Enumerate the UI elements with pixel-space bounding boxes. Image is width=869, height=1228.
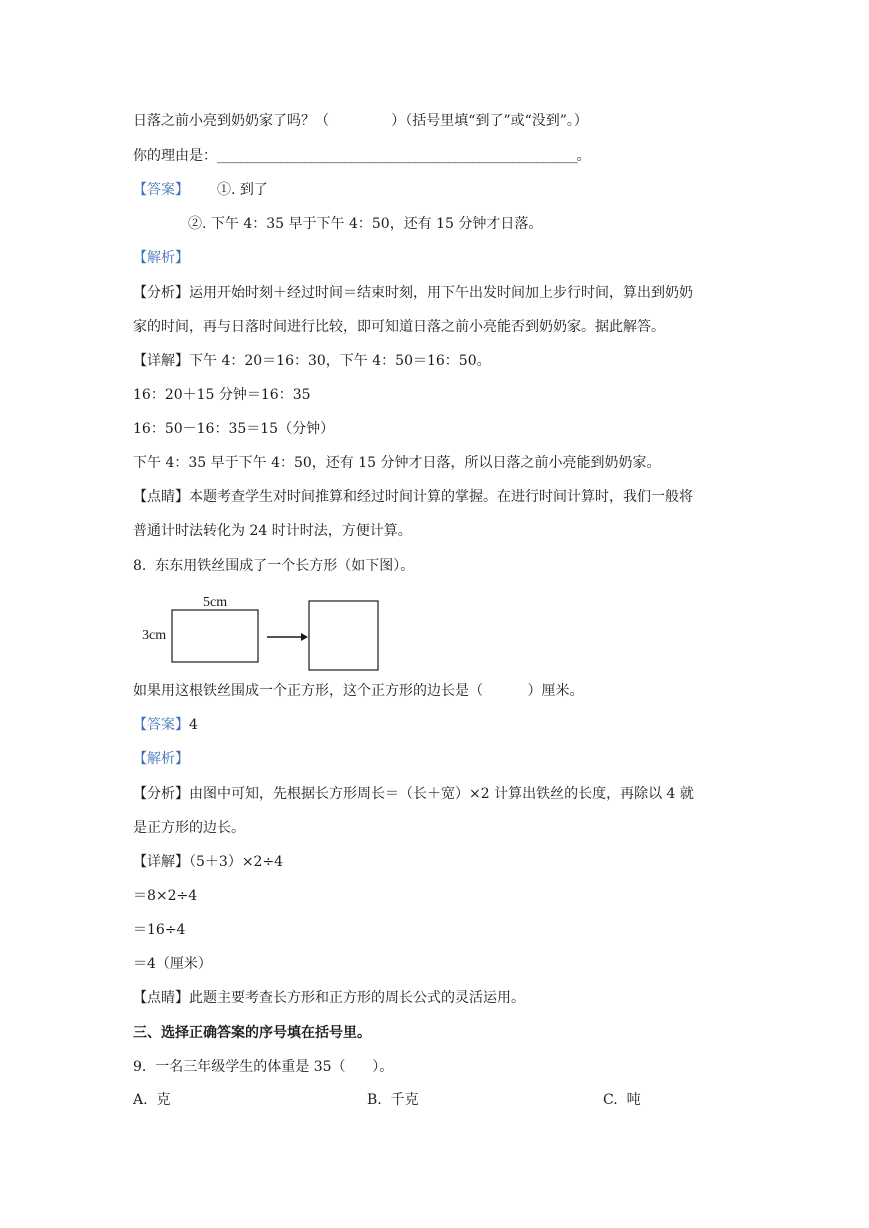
xiangjie-tag: 【详解】: [133, 854, 189, 870]
q8-dianjing: [133, 988, 525, 1008]
answer-tag: 【答案】: [133, 182, 189, 198]
q8-fenxi-1: [133, 784, 694, 804]
q7-calc-1: 16：20＋15 分钟＝16：35: [133, 387, 311, 403]
q8-analysis-tag: 【解析】: [133, 751, 189, 767]
rectangle-to-square-figure: [133, 590, 393, 674]
reason-end: 。: [576, 148, 591, 164]
q9-option-a: A. 克: [133, 1092, 171, 1108]
answer-value: 4: [189, 717, 198, 733]
width-label: 5cm: [203, 595, 228, 610]
q7-reason: [133, 146, 591, 166]
q9-option-b: B. 千克: [367, 1092, 419, 1108]
dianjing-text-1: 本题考查学生对时间推算和经过时间计算的掌握。在进行时间计算时，我们一般将: [189, 489, 693, 505]
answer-1: ①. 到了: [217, 182, 268, 198]
xiangjie-text: （5＋3）×2÷4: [189, 854, 284, 870]
xiangjie-text: 下午 4：20＝16：30，下午 4：50＝16：50。: [189, 353, 491, 369]
q8-calc-1: ＝8×2÷4: [133, 888, 198, 904]
q7-answer-row: [133, 180, 268, 200]
q8-calc-3: ＝4（厘米）: [133, 956, 212, 972]
square-shape: [309, 601, 378, 670]
q8-answer-row: [133, 715, 198, 735]
q7-calc-3: 下午 4：35 早于下午 4：50，还有 15 分钟才日落，所以日落之前小亮能到奶奶家。: [133, 455, 661, 471]
height-label: 3cm: [142, 628, 167, 643]
fenxi-tag: 【分析】: [133, 786, 189, 802]
dianjing-tag: 【点睛】: [133, 990, 189, 1006]
q7-calc-2: 16：50－16：35＝15（分钟）: [133, 421, 335, 437]
q8-xiangjie: [133, 852, 283, 872]
arrow-icon: [267, 633, 308, 641]
fenxi-tag: 【分析】: [133, 285, 189, 301]
q7-analysis-tag: 【解析】: [133, 250, 189, 266]
dianjing-tag: 【点睛】: [133, 489, 189, 505]
q8-fenxi-2: 是正方形的边长。: [133, 820, 245, 836]
q9-option-c: C. 吨: [603, 1092, 641, 1108]
q7-xiangjie: [133, 351, 491, 371]
fenxi-text-1: 运用开始时刻＋经过时间＝结束时刻，用下午出发时间加上步行时间，算出到奶奶: [189, 285, 693, 301]
answer-tag: 【答案】: [133, 717, 189, 733]
q7-fenxi-2: 家的时间，再与日落时间进行比较，即可知道日落之前小亮能否到奶奶家。据此解答。: [133, 319, 665, 335]
reason-blank: ______________________________________________________________: [217, 148, 577, 164]
q7-answer-2: ②. 下午 4：35 早于下午 4：50，还有 15 分钟才日落。: [188, 216, 543, 232]
q7-fenxi-1: [133, 283, 693, 303]
q8-calc-2: ＝16÷4: [133, 922, 186, 938]
q8-question: 8. 东东用铁丝围成了一个长方形（如下图）。: [133, 558, 415, 574]
q8-ask: 如果用这根铁丝围成一个正方形，这个正方形的边长是（ ）厘米。: [133, 683, 584, 699]
dianjing-text: 此题主要考查长方形和正方形的周长公式的灵活运用。: [189, 990, 525, 1006]
xiangjie-tag: 【详解】: [133, 353, 189, 369]
q9-question: 9. 一名三年级学生的体重是 35（ ）。: [133, 1059, 394, 1075]
section-3-title: 三、选择正确答案的序号填在括号里。: [133, 1025, 371, 1041]
q7-dianjing-1: [133, 487, 693, 507]
q7-dianjing-2: 普通计时法转化为 24 时计时法，方便计算。: [133, 523, 412, 539]
rectangle-shape: [172, 610, 258, 662]
reason-label: 你的理由是：: [133, 148, 217, 164]
q7-question: 日落之前小亮到奶奶家了吗？（ ）（括号里填“到了”或“没到”。）: [133, 113, 588, 129]
fenxi-text-1: 由图中可知，先根据长方形周长＝（长＋宽）×2 计算出铁丝的长度，再除以 4 就: [189, 786, 694, 802]
